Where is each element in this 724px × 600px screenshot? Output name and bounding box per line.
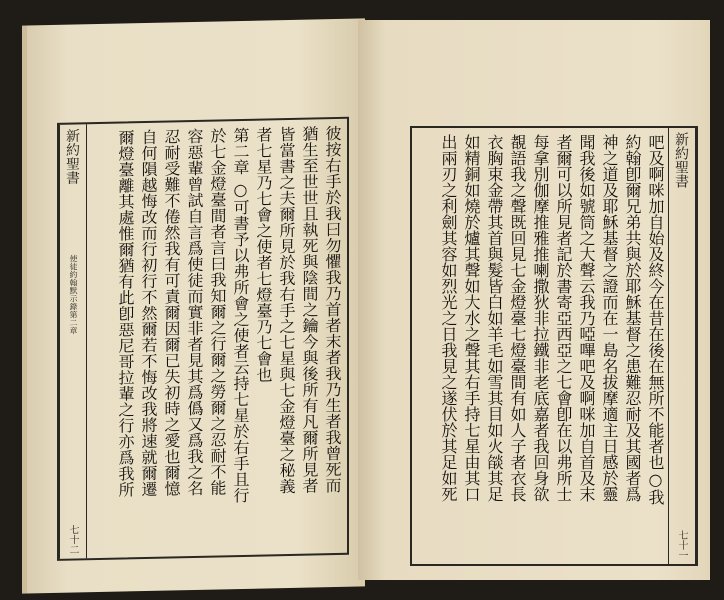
left-text-frame: [57, 117, 349, 561]
right-text-block: [416, 134, 666, 558]
right-line-1: 吧及啊咪加自始及終今在昔在後在無所不能者也○我: [646, 134, 665, 505]
left-line-9: 自何隕越悔改而行初行不然爾若不悔改我將速就爾遷: [139, 128, 158, 498]
right-line-7: 覩語我之聲既回見七金燈臺七燈臺間有如人子者衣長: [508, 134, 527, 502]
left-running-title: 新約聖書: [64, 128, 80, 185]
left-line-10: 爾燈臺離其處惟爾猶有此卽惡尼哥拉輩之行亦爲我所: [116, 129, 135, 498]
left-line-5: 第二章 ○可書予以弗所會之使者云持七星於右手且行: [231, 126, 250, 504]
right-text-frame: [410, 126, 698, 566]
right-line-2: 約翰卽爾兄弟共與於耶穌基督之患難忍耐及其國者爲: [623, 134, 642, 502]
left-line-6: 於七金燈臺間者言曰我知爾之行爾之勞爾之忍耐不能: [208, 127, 227, 496]
right-line-8: 衣胸束金帶其首與髮皆白如羊毛如雪其目如火燄其足: [485, 134, 504, 502]
left-line-8: 忍耐受難不倦然我有可責爾因爾已失初時之愛也爾憶: [162, 128, 181, 497]
left-text-block: [89, 125, 343, 552]
right-page-number: 七十一: [676, 530, 687, 560]
left-chapter-label: 使徒約翰默示錄第二章: [69, 254, 78, 335]
left-line-7: 容惡輩曾試自言爲使徒而實非者見其爲僞又爲我之名: [185, 127, 204, 497]
right-page: [358, 20, 710, 580]
left-page-number: 七十二: [67, 524, 78, 555]
right-line-4: 聞我後如號筒之大聲云我乃啞嗶吧及啊咪加自首及末: [577, 134, 596, 502]
right-line-10: 出兩刃之利劍其容如烈光之日我見之遂伏於其足如死: [439, 134, 458, 502]
right-line-9: 如精銅如燒於爐其聲如大水之聲其右手持七星由其口: [462, 134, 481, 502]
left-line-4: 者七星乃七會之使者七燈臺乃七會也: [254, 126, 273, 383]
right-line-5: 者爾可以所見者記於書寄亞西亞之七會卽在以弗所士: [554, 134, 573, 502]
right-running-title: 新約聖書: [673, 132, 689, 188]
left-page: [22, 18, 365, 593]
left-margin-strip: [59, 124, 87, 559]
left-line-2: 猶生至世世且執死與陰間之鑰今與後所有凡爾所見者: [300, 125, 319, 494]
left-line-1: 彼按右手於我曰勿懼我乃首者末者我乃生者我曾死而: [323, 124, 342, 494]
right-line-6: 每拿別伽摩推雅推喇撒狄非拉鐵非老底嘉者我回身欲: [531, 134, 550, 502]
right-line-3: 神之道及耶穌基督之證而在一島名拔摩適主日感於靈: [600, 134, 619, 502]
right-margin-strip: [668, 128, 696, 564]
left-line-3: 皆當書之夫爾所見於我右手之七星與七金燈臺之秘義: [277, 125, 296, 495]
